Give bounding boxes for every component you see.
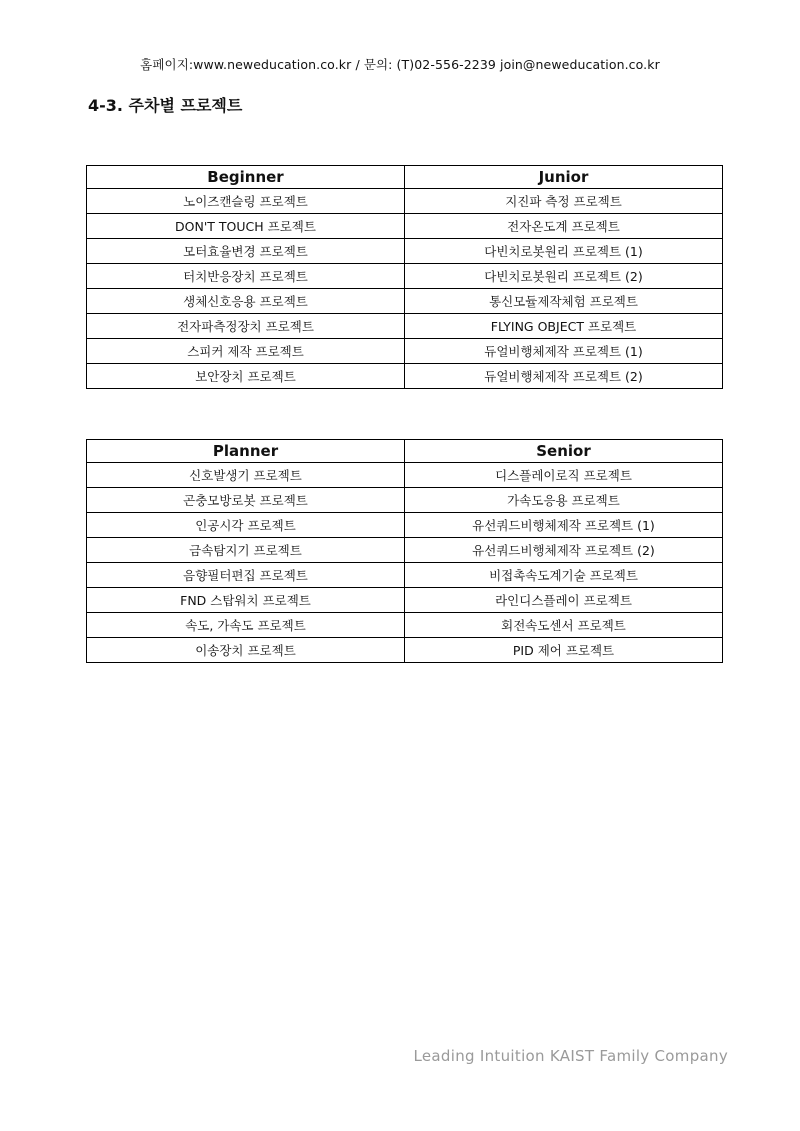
table-cell: 가속도응용 프로젝트: [405, 488, 723, 513]
table-cell: 터치반응장치 프로젝트: [87, 264, 405, 289]
table-cell: DON'T TOUCH 프로젝트: [87, 214, 405, 239]
table-cell: 속도, 가속도 프로젝트: [87, 613, 405, 638]
table-header-row: [87, 440, 723, 463]
table-cell: 다빈치로봇원리 프로젝트 (2): [405, 264, 723, 289]
table-cell: 유선쿼드비행체제작 프로젝트 (2): [405, 538, 723, 563]
table-cell: 듀얼비행체제작 프로젝트 (1): [405, 339, 723, 364]
table-cell: 금속탐지기 프로젝트: [87, 538, 405, 563]
table-row: [87, 588, 723, 613]
table-cell: 라인디스플레이 프로젝트: [405, 588, 723, 613]
table-row: [87, 488, 723, 513]
table-row: [87, 563, 723, 588]
table-cell: 곤충모방로봇 프로젝트: [87, 488, 405, 513]
column-header-senior: Senior: [405, 440, 723, 463]
header-contact-line: 홈페이지:www.neweducation.co.kr / 문의: (T)02-556-2239 join@neweducation.co.kr: [140, 57, 660, 72]
table-cell: 듀얼비행체제작 프로젝트 (2): [405, 364, 723, 389]
table-row: [87, 638, 723, 663]
table-cell: FLYING OBJECT 프로젝트: [405, 314, 723, 339]
column-header-planner: Planner: [87, 440, 405, 463]
table-cell: 다빈치로봇원리 프로젝트 (1): [405, 239, 723, 264]
table-row: [87, 214, 723, 239]
table-row: [87, 314, 723, 339]
table-cell: FND 스탑워치 프로젝트: [87, 588, 405, 613]
table-row: [87, 463, 723, 488]
table-row: [87, 289, 723, 314]
column-header-junior: Junior: [405, 166, 723, 189]
footer-slogan: Leading Intuition KAIST Family Company: [413, 1047, 728, 1065]
section-title: 4-3. 주차별 프로젝트: [88, 96, 243, 115]
project-table-beginner-junior: [86, 165, 723, 389]
table-cell: 유선쿼드비행체제작 프로젝트 (1): [405, 513, 723, 538]
table-cell: 모터효율변경 프로젝트: [87, 239, 405, 264]
table-row: [87, 189, 723, 214]
table-cell: 통신모듈제작체험 프로젝트: [405, 289, 723, 314]
column-header-beginner: Beginner: [87, 166, 405, 189]
project-table-planner-senior: [86, 439, 723, 663]
table-cell: 인공시각 프로젝트: [87, 513, 405, 538]
table-cell: 전자온도계 프로젝트: [405, 214, 723, 239]
table-row: [87, 613, 723, 638]
table-cell: 신호발생기 프로젝트: [87, 463, 405, 488]
table-row: [87, 239, 723, 264]
table-cell: 전자파측정장치 프로젝트: [87, 314, 405, 339]
table-cell: 음향필터편집 프로젝트: [87, 563, 405, 588]
table-cell: 생체신호응용 프로젝트: [87, 289, 405, 314]
table-cell: 비접촉속도계기술 프로젝트: [405, 563, 723, 588]
table-cell: 회전속도센서 프로젝트: [405, 613, 723, 638]
table-cell: PID 제어 프로젝트: [405, 638, 723, 663]
table-cell: 스피커 제작 프로젝트: [87, 339, 405, 364]
table-cell: 지진파 측정 프로젝트: [405, 189, 723, 214]
table-row: [87, 264, 723, 289]
table-row: [87, 513, 723, 538]
table-header-row: [87, 166, 723, 189]
table-cell: 디스플레이로직 프로젝트: [405, 463, 723, 488]
table-row: [87, 538, 723, 563]
table-cell: 보안장치 프로젝트: [87, 364, 405, 389]
table-row: [87, 339, 723, 364]
table-cell: 이송장치 프로젝트: [87, 638, 405, 663]
table-cell: 노이즈캔슬링 프로젝트: [87, 189, 405, 214]
table-row: [87, 364, 723, 389]
